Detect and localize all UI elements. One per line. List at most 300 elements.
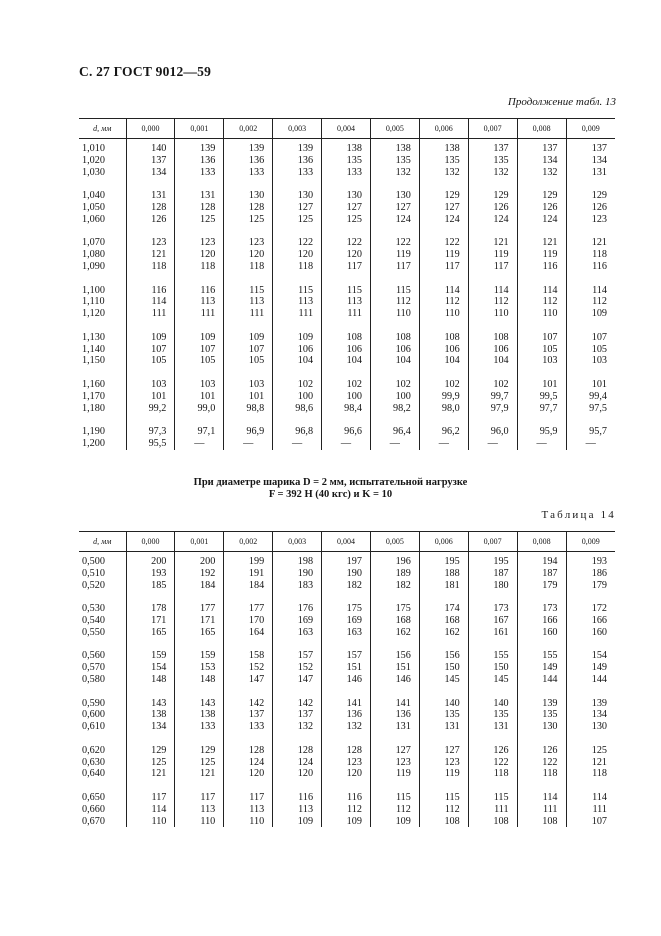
value-cell: 124	[517, 214, 566, 226]
value-cell: 97,7	[517, 403, 566, 415]
value-cell: 171	[175, 615, 224, 627]
diameter-cell: 0,550	[82, 626, 105, 638]
spacer-cell	[126, 273, 175, 285]
value-cell: 125	[566, 745, 615, 757]
spacer-cell	[273, 639, 322, 651]
spacer-cell	[517, 320, 566, 332]
diameter-cell: 1,020	[82, 154, 105, 166]
value-cell: 117	[175, 792, 224, 804]
value-cell: 142	[224, 698, 273, 710]
value-cell: 105	[126, 355, 175, 367]
value-cell: 121	[126, 768, 175, 780]
value-cell: 110	[419, 308, 468, 320]
value-cell: 134	[126, 721, 175, 733]
group-spacer-row	[79, 226, 615, 238]
spacer-cell	[566, 733, 615, 745]
spacer-cell	[79, 780, 126, 792]
spacer-cell	[566, 273, 615, 285]
column-header-diameter: d, мм	[79, 119, 126, 139]
value-cell: 135	[419, 155, 468, 167]
value-cell: 117	[370, 261, 419, 273]
page-header: С. 27 ГОСТ 9012—59	[79, 64, 212, 79]
value-cell: 198	[273, 556, 322, 568]
value-cell: 96,9	[224, 426, 273, 438]
value-cell: —	[370, 438, 419, 450]
value-cell: 193	[566, 556, 615, 568]
spacer-cell	[79, 367, 126, 379]
table-header-row	[79, 119, 615, 139]
spacer-cell	[517, 733, 566, 745]
spacer-cell	[224, 226, 273, 238]
spacer-cell	[175, 733, 224, 745]
value-cell: 100	[273, 391, 322, 403]
value-cell: 191	[224, 568, 273, 580]
value-cell: 192	[175, 568, 224, 580]
value-cell: 119	[370, 768, 419, 780]
value-cell: 169	[273, 615, 322, 627]
value-cell: 127	[419, 202, 468, 214]
value-cell: 114	[126, 296, 175, 308]
group-spacer-row	[79, 733, 615, 745]
group-spacer-row	[79, 780, 615, 792]
value-cell: 147	[273, 674, 322, 686]
spacer-cell	[419, 178, 468, 190]
diameter-cell: 0,660	[82, 803, 105, 815]
value-cell: 96,8	[273, 426, 322, 438]
diameter-cell: 1,100	[82, 284, 105, 296]
value-cell: 99,7	[468, 391, 517, 403]
spacer-cell	[175, 639, 224, 651]
value-cell: 135	[322, 155, 371, 167]
value-cell: 132	[517, 167, 566, 179]
table-row	[79, 214, 615, 226]
table-row	[79, 662, 615, 674]
table-row	[79, 615, 615, 627]
spacer-cell	[517, 367, 566, 379]
value-cell: 165	[126, 627, 175, 639]
spacer-cell	[79, 686, 126, 698]
value-cell: 137	[517, 143, 566, 155]
spacer-cell	[370, 780, 419, 792]
value-cell: 105	[175, 355, 224, 367]
value-cell: 140	[468, 698, 517, 710]
value-cell: 110	[126, 816, 175, 828]
value-cell: 129	[468, 190, 517, 202]
value-cell: 120	[175, 249, 224, 261]
spacer-cell	[468, 320, 517, 332]
value-cell: 119	[468, 249, 517, 261]
value-cell: 183	[273, 580, 322, 592]
group-spacer-row	[79, 178, 615, 190]
value-cell: 126	[566, 202, 615, 214]
diameter-cell: 1,040	[82, 190, 105, 202]
value-cell: 126	[468, 202, 517, 214]
spacer-cell	[224, 320, 273, 332]
value-cell: 129	[419, 190, 468, 202]
value-cell: 115	[419, 792, 468, 804]
value-cell: 108	[468, 816, 517, 828]
spacer-cell	[224, 780, 273, 792]
value-cell: 98,0	[419, 403, 468, 415]
value-cell: 116	[517, 261, 566, 273]
value-cell: 129	[175, 745, 224, 757]
table-row	[79, 344, 615, 356]
diameter-cell: 1,170	[82, 390, 105, 402]
group-spacer-row	[79, 320, 615, 332]
spacer-cell	[322, 414, 371, 426]
spacer-cell	[273, 733, 322, 745]
column-header: 0,004	[322, 532, 371, 552]
spacer-cell	[126, 639, 175, 651]
value-cell: 128	[224, 745, 273, 757]
value-cell: 143	[126, 698, 175, 710]
spacer-cell	[322, 273, 371, 285]
value-cell: 130	[517, 721, 566, 733]
value-cell: 145	[419, 674, 468, 686]
value-cell: 101	[224, 391, 273, 403]
value-cell: 114	[566, 285, 615, 297]
value-cell: —	[419, 438, 468, 450]
value-cell: 129	[566, 190, 615, 202]
value-cell: 117	[419, 261, 468, 273]
value-cell: 108	[468, 332, 517, 344]
value-cell: 137	[126, 155, 175, 167]
value-cell: 111	[322, 308, 371, 320]
value-cell: 113	[175, 296, 224, 308]
value-cell: —	[468, 438, 517, 450]
spacer-cell	[468, 639, 517, 651]
value-cell: 137	[224, 709, 273, 721]
spacer-cell	[370, 178, 419, 190]
spacer-cell	[517, 178, 566, 190]
value-cell: 109	[126, 332, 175, 344]
spacer-cell	[517, 591, 566, 603]
value-cell: 128	[273, 745, 322, 757]
spacer-cell	[419, 226, 468, 238]
value-cell: 169	[322, 615, 371, 627]
value-cell: 112	[322, 804, 371, 816]
spacer-cell	[468, 780, 517, 792]
value-cell: 196	[370, 556, 419, 568]
value-cell: 134	[126, 167, 175, 179]
value-cell: 163	[322, 627, 371, 639]
value-cell: 168	[370, 615, 419, 627]
value-cell: 173	[517, 603, 566, 615]
value-cell: 121	[126, 249, 175, 261]
value-cell: 116	[126, 285, 175, 297]
spacer-cell	[126, 226, 175, 238]
value-cell: 130	[224, 190, 273, 202]
value-cell: 178	[126, 603, 175, 615]
value-cell: 101	[566, 379, 615, 391]
value-cell: 162	[419, 627, 468, 639]
value-cell: 195	[419, 556, 468, 568]
value-cell: 127	[273, 202, 322, 214]
value-cell: 116	[322, 792, 371, 804]
value-cell: 119	[419, 249, 468, 261]
value-cell: 190	[273, 568, 322, 580]
value-cell: 118	[566, 249, 615, 261]
column-header-diameter: d, мм	[79, 532, 126, 552]
continuation-label: Продолжение табл. 13	[507, 96, 616, 108]
spacer-cell	[322, 178, 371, 190]
spacer-cell	[370, 367, 419, 379]
spacer-cell	[224, 178, 273, 190]
column-header: 0,009	[566, 119, 615, 139]
value-cell: 151	[370, 662, 419, 674]
value-cell: 114	[517, 792, 566, 804]
table-row	[79, 804, 615, 816]
value-cell: 117	[322, 261, 371, 273]
value-cell: 109	[370, 816, 419, 828]
value-cell: 138	[370, 143, 419, 155]
spacer-cell	[79, 591, 126, 603]
value-cell: 179	[566, 580, 615, 592]
value-cell: 109	[175, 332, 224, 344]
value-cell: 159	[126, 650, 175, 662]
value-cell: 125	[175, 757, 224, 769]
spacer-cell	[517, 226, 566, 238]
value-cell: 172	[566, 603, 615, 615]
value-cell: 167	[468, 615, 517, 627]
value-cell: 118	[175, 261, 224, 273]
value-cell: 135	[370, 155, 419, 167]
value-cell: 109	[566, 308, 615, 320]
column-header: 0,008	[517, 532, 566, 552]
value-cell: 107	[224, 344, 273, 356]
value-cell: 166	[517, 615, 566, 627]
table-header-row	[79, 532, 615, 552]
value-cell: —	[273, 438, 322, 450]
spacer-cell	[419, 591, 468, 603]
table-row	[79, 167, 615, 179]
value-cell: 102	[273, 379, 322, 391]
spacer-cell	[370, 226, 419, 238]
table-row	[79, 308, 615, 320]
value-cell: 116	[273, 792, 322, 804]
table-row	[79, 249, 615, 261]
diameter-cell: 0,590	[82, 697, 105, 709]
value-cell: 101	[126, 391, 175, 403]
group-spacer-row	[79, 414, 615, 426]
value-cell: 152	[224, 662, 273, 674]
value-cell: 110	[224, 816, 273, 828]
value-cell: 119	[370, 249, 419, 261]
value-cell: 123	[370, 757, 419, 769]
value-cell: 103	[566, 355, 615, 367]
value-cell: 136	[273, 155, 322, 167]
value-cell: 118	[468, 768, 517, 780]
value-cell: 103	[224, 379, 273, 391]
diameter-cell: 0,670	[82, 815, 105, 827]
spacer-cell	[273, 178, 322, 190]
table-row	[79, 568, 615, 580]
value-cell: 189	[370, 568, 419, 580]
spacer-cell	[566, 414, 615, 426]
value-cell: 97,5	[566, 403, 615, 415]
diameter-cell: 0,650	[82, 791, 105, 803]
value-cell: 101	[517, 379, 566, 391]
spacer-cell	[419, 414, 468, 426]
column-header: 0,002	[224, 532, 273, 552]
value-cell: 112	[517, 296, 566, 308]
value-cell: 154	[566, 650, 615, 662]
table-row	[79, 721, 615, 733]
value-cell: 184	[175, 580, 224, 592]
value-cell: 112	[468, 296, 517, 308]
value-cell: 127	[370, 745, 419, 757]
value-cell: 100	[370, 391, 419, 403]
table-label: Таблица 14	[541, 509, 616, 521]
value-cell: 116	[566, 261, 615, 273]
group-spacer-row	[79, 591, 615, 603]
value-cell: 111	[175, 308, 224, 320]
value-cell: 126	[517, 745, 566, 757]
value-cell: 164	[224, 627, 273, 639]
value-cell: 193	[126, 568, 175, 580]
spacer-cell	[468, 733, 517, 745]
value-cell: 114	[517, 285, 566, 297]
value-cell: 121	[517, 237, 566, 249]
value-cell: 108	[370, 332, 419, 344]
value-cell: 123	[175, 237, 224, 249]
value-cell: 125	[273, 214, 322, 226]
spacer-cell	[79, 178, 126, 190]
table-row	[79, 627, 615, 639]
value-cell: 121	[566, 757, 615, 769]
diameter-cell: 0,540	[82, 614, 105, 626]
table-row	[79, 332, 615, 344]
value-cell: 157	[322, 650, 371, 662]
spacer-cell	[126, 686, 175, 698]
value-cell: 137	[468, 143, 517, 155]
value-cell: 130	[273, 190, 322, 202]
table-row	[79, 816, 615, 828]
value-cell: 99,4	[566, 391, 615, 403]
diameter-cell: 1,050	[82, 201, 105, 213]
diameter-cell: 0,570	[82, 662, 105, 674]
spacer-cell	[175, 367, 224, 379]
value-cell: 109	[322, 816, 371, 828]
value-cell: 118	[224, 261, 273, 273]
spacer-cell	[273, 320, 322, 332]
value-cell: 118	[517, 768, 566, 780]
value-cell: 103	[175, 379, 224, 391]
value-cell: 104	[322, 355, 371, 367]
diameter-cell: 0,610	[82, 721, 105, 733]
table-row	[79, 261, 615, 273]
value-cell: 107	[126, 344, 175, 356]
spacer-cell	[79, 226, 126, 238]
value-cell: 161	[468, 627, 517, 639]
value-cell: 200	[175, 556, 224, 568]
diameter-cell: 0,580	[82, 673, 105, 685]
spacer-cell	[468, 273, 517, 285]
diameter-cell: 1,010	[82, 143, 105, 154]
value-cell: 122	[419, 237, 468, 249]
value-cell: 139	[175, 143, 224, 155]
value-cell: 110	[517, 308, 566, 320]
value-cell: 114	[126, 804, 175, 816]
column-header: 0,009	[566, 532, 615, 552]
value-cell: 132	[322, 721, 371, 733]
spacer-cell	[468, 367, 517, 379]
spacer-cell	[273, 226, 322, 238]
value-cell: 186	[566, 568, 615, 580]
value-cell: 138	[175, 709, 224, 721]
value-cell: 133	[224, 721, 273, 733]
value-cell: 117	[224, 792, 273, 804]
value-cell: 158	[224, 650, 273, 662]
spacer-cell	[370, 733, 419, 745]
spacer-cell	[79, 733, 126, 745]
value-cell: 141	[322, 698, 371, 710]
value-cell: 116	[175, 285, 224, 297]
column-header: 0,003	[273, 532, 322, 552]
value-cell: 106	[370, 344, 419, 356]
value-cell: 187	[517, 568, 566, 580]
value-cell: 115	[370, 792, 419, 804]
value-cell: 123	[566, 214, 615, 226]
value-cell: 107	[566, 332, 615, 344]
spacer-cell	[419, 367, 468, 379]
value-cell: 144	[566, 674, 615, 686]
value-cell: 114	[566, 792, 615, 804]
diameter-cell: 1,120	[82, 308, 105, 320]
value-cell: —	[517, 438, 566, 450]
spacer-cell	[224, 733, 273, 745]
spacer-cell	[370, 273, 419, 285]
spacer-cell	[566, 639, 615, 651]
value-cell: 130	[370, 190, 419, 202]
value-cell: 115	[370, 285, 419, 297]
value-cell: 138	[126, 709, 175, 721]
spacer-cell	[273, 414, 322, 426]
table-row	[79, 438, 615, 450]
value-cell: 102	[419, 379, 468, 391]
value-cell: 131	[468, 721, 517, 733]
diameter-cell: 1,060	[82, 213, 105, 225]
value-cell: 117	[468, 261, 517, 273]
table-row	[79, 580, 615, 592]
spacer-cell	[370, 414, 419, 426]
value-cell: 128	[126, 202, 175, 214]
value-cell: 129	[517, 190, 566, 202]
value-cell: 127	[419, 745, 468, 757]
value-cell: 113	[273, 804, 322, 816]
table-14	[79, 531, 615, 827]
value-cell: 174	[419, 603, 468, 615]
value-cell: —	[224, 438, 273, 450]
value-cell: 110	[175, 816, 224, 828]
value-cell: 138	[419, 143, 468, 155]
value-cell: 182	[370, 580, 419, 592]
value-cell: 194	[517, 556, 566, 568]
diameter-cell: 1,110	[82, 296, 105, 308]
table-row	[79, 391, 615, 403]
value-cell: 99,5	[517, 391, 566, 403]
value-cell: 157	[273, 650, 322, 662]
value-cell: 127	[370, 202, 419, 214]
column-header: 0,000	[126, 532, 175, 552]
value-cell: 156	[370, 650, 419, 662]
value-cell: 124	[273, 757, 322, 769]
value-cell: 106	[273, 344, 322, 356]
value-cell: 104	[468, 355, 517, 367]
table-row	[79, 379, 615, 391]
table-row	[79, 155, 615, 167]
spacer-cell	[79, 320, 126, 332]
